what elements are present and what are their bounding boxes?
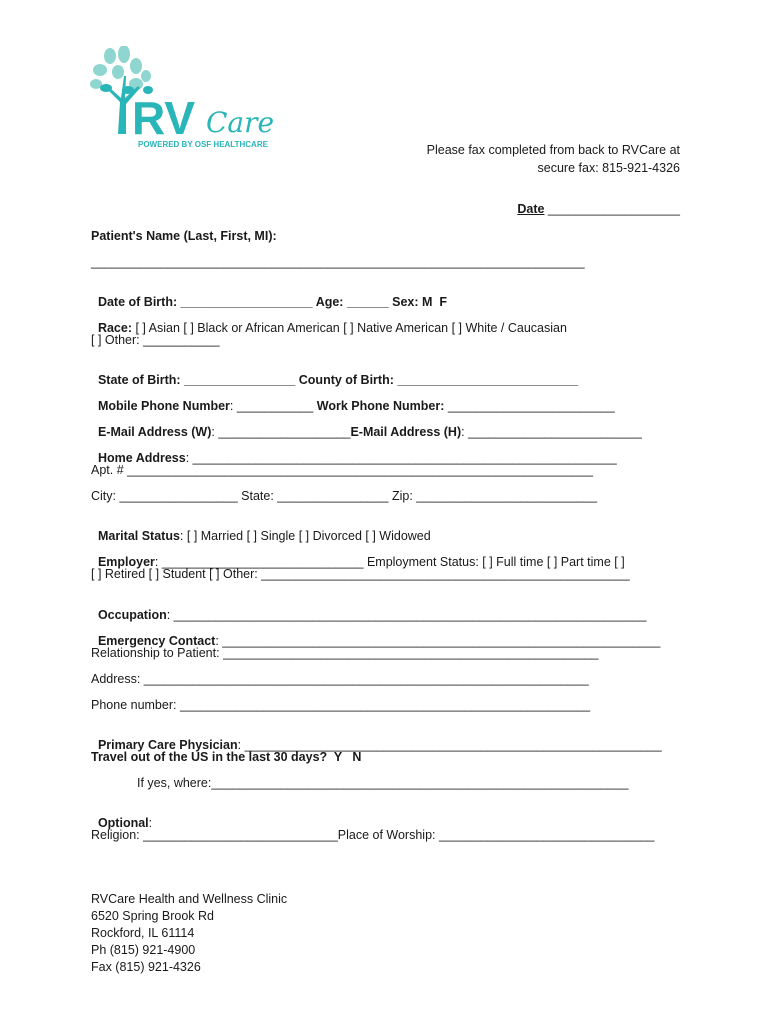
email-work-blank[interactable]: : ___________________ (211, 425, 351, 439)
home-address-label: Home Address (97, 451, 186, 465)
emergency-contact-blank[interactable]: : _______________________________________________________________ (215, 634, 661, 648)
mobile-phone-blank[interactable]: : ___________ (229, 399, 314, 413)
email-work-label: E-Mail Address (W) (97, 425, 212, 439)
employer-blank[interactable]: : _____________________________ (154, 555, 364, 569)
marital-status-line[interactable] (91, 515, 431, 543)
date-blank[interactable]: ___________________ (544, 202, 680, 216)
race-other[interactable]: [ ] Other: ___________ (91, 333, 220, 347)
religion-line[interactable]: Religion: ____________________________Place of Worship: _______________________________ (91, 828, 655, 842)
home-address-blank[interactable]: : _____________________________________________________________ (185, 451, 617, 465)
birth-place-line[interactable] (91, 359, 578, 387)
emergency-phone-line[interactable]: Phone number: ___________________________________________________________ (91, 698, 591, 712)
optional-colon: : (148, 816, 153, 830)
email-line[interactable] (91, 411, 642, 439)
travel-where[interactable]: If yes, where:____________________________________________________________ (137, 776, 629, 790)
age-label[interactable]: Age: ______ (312, 295, 389, 309)
marital-status-label: Marital Status (97, 529, 180, 543)
fax-instructions (427, 141, 680, 177)
race-line[interactable] (91, 307, 567, 335)
employment-status[interactable]: Employment Status: [ ] Full time [ ] Part time [ ] (363, 555, 625, 569)
dob-line[interactable] (91, 281, 447, 309)
clinic-name: RVCare Health and Wellness Clinic (91, 892, 288, 906)
brand-tagline: POWERED BY OSF HEALTHCARE (138, 140, 268, 149)
emergency-contact-label: Emergency Contact (97, 634, 216, 648)
brand-care: Care (206, 106, 275, 139)
clinic-street: 6520 Spring Brook Rd (91, 909, 214, 923)
emergency-contact-line[interactable] (91, 620, 660, 648)
rvcare-logo (88, 46, 278, 154)
employment-status-more[interactable]: [ ] Retired [ ] Student [ ] Other: _____________________________________________________ (91, 567, 630, 581)
patient-name-label: Patient's Name (Last, First, MI): (91, 229, 277, 243)
patient-name-blank[interactable]: _______________________________________________________________________ (91, 255, 585, 269)
date-label: Date (517, 202, 545, 216)
email-home-blank[interactable]: : _________________________ (461, 425, 642, 439)
occupation-line[interactable] (91, 594, 646, 622)
pcp-blank[interactable]: : ____________________________________________________________ (237, 738, 662, 752)
county-of-birth[interactable]: County of Birth: __________________________ (295, 373, 579, 387)
race-options[interactable]: [ ] Asian [ ] Black or African American [ ] Native American [ ] White / Caucasian (132, 321, 567, 335)
travel-question[interactable]: Travel out of the US in the last 30 days? Y N (91, 750, 362, 764)
occupation-blank[interactable]: : ____________________________________________________________________ (166, 608, 647, 622)
sex-label[interactable]: Sex: M F (388, 295, 448, 309)
pcp-line[interactable] (91, 724, 662, 752)
clinic-fax: Fax (815) 921-4326 (91, 960, 201, 974)
optional-heading (91, 802, 152, 830)
emergency-address-line[interactable]: Address: ________________________________________________________________ (91, 672, 589, 686)
phone-line[interactable] (91, 385, 615, 413)
brand-rv: RV (132, 92, 196, 144)
fax-line-2: secure fax: 815-921-4326 (537, 161, 680, 175)
employer-line[interactable] (91, 541, 625, 569)
optional-label: Optional (97, 816, 149, 830)
clinic-city: Rockford, IL 61114 (91, 926, 195, 940)
dob-label[interactable]: Date of Birth: ___________________ (97, 295, 313, 309)
fax-line-1: Please fax completed from back to RVCare at (426, 143, 680, 157)
email-home-label: E-Mail Address (H) (350, 425, 462, 439)
employer-label: Employer (97, 555, 155, 569)
home-address-line[interactable] (91, 437, 617, 465)
marital-status-options[interactable]: : [ ] Married [ ] Single [ ] Divorced [ ] Widowed (179, 529, 431, 543)
apt-line[interactable]: Apt. # ___________________________________________________________________ (91, 463, 593, 477)
work-phone-label: Work Phone Number: (313, 399, 445, 413)
clinic-address-block (91, 891, 287, 976)
clinic-phone: Ph (815) 921-4900 (91, 943, 196, 957)
relationship-line[interactable]: Relationship to Patient: ______________________________________________________ (91, 646, 599, 660)
tree-icon (88, 46, 278, 154)
mobile-phone-label: Mobile Phone Number (97, 399, 230, 413)
race-label: Race: (97, 321, 132, 335)
date-field[interactable] (517, 202, 680, 216)
work-phone-blank[interactable]: ________________________ (444, 399, 615, 413)
occupation-label: Occupation (97, 608, 167, 622)
state-of-birth[interactable]: State of Birth: ________________ (97, 373, 296, 387)
city-state-zip-line[interactable]: City: _________________ State: ________________ Zip: __________________________ (91, 489, 598, 503)
pcp-label: Primary Care Physician (97, 738, 238, 752)
